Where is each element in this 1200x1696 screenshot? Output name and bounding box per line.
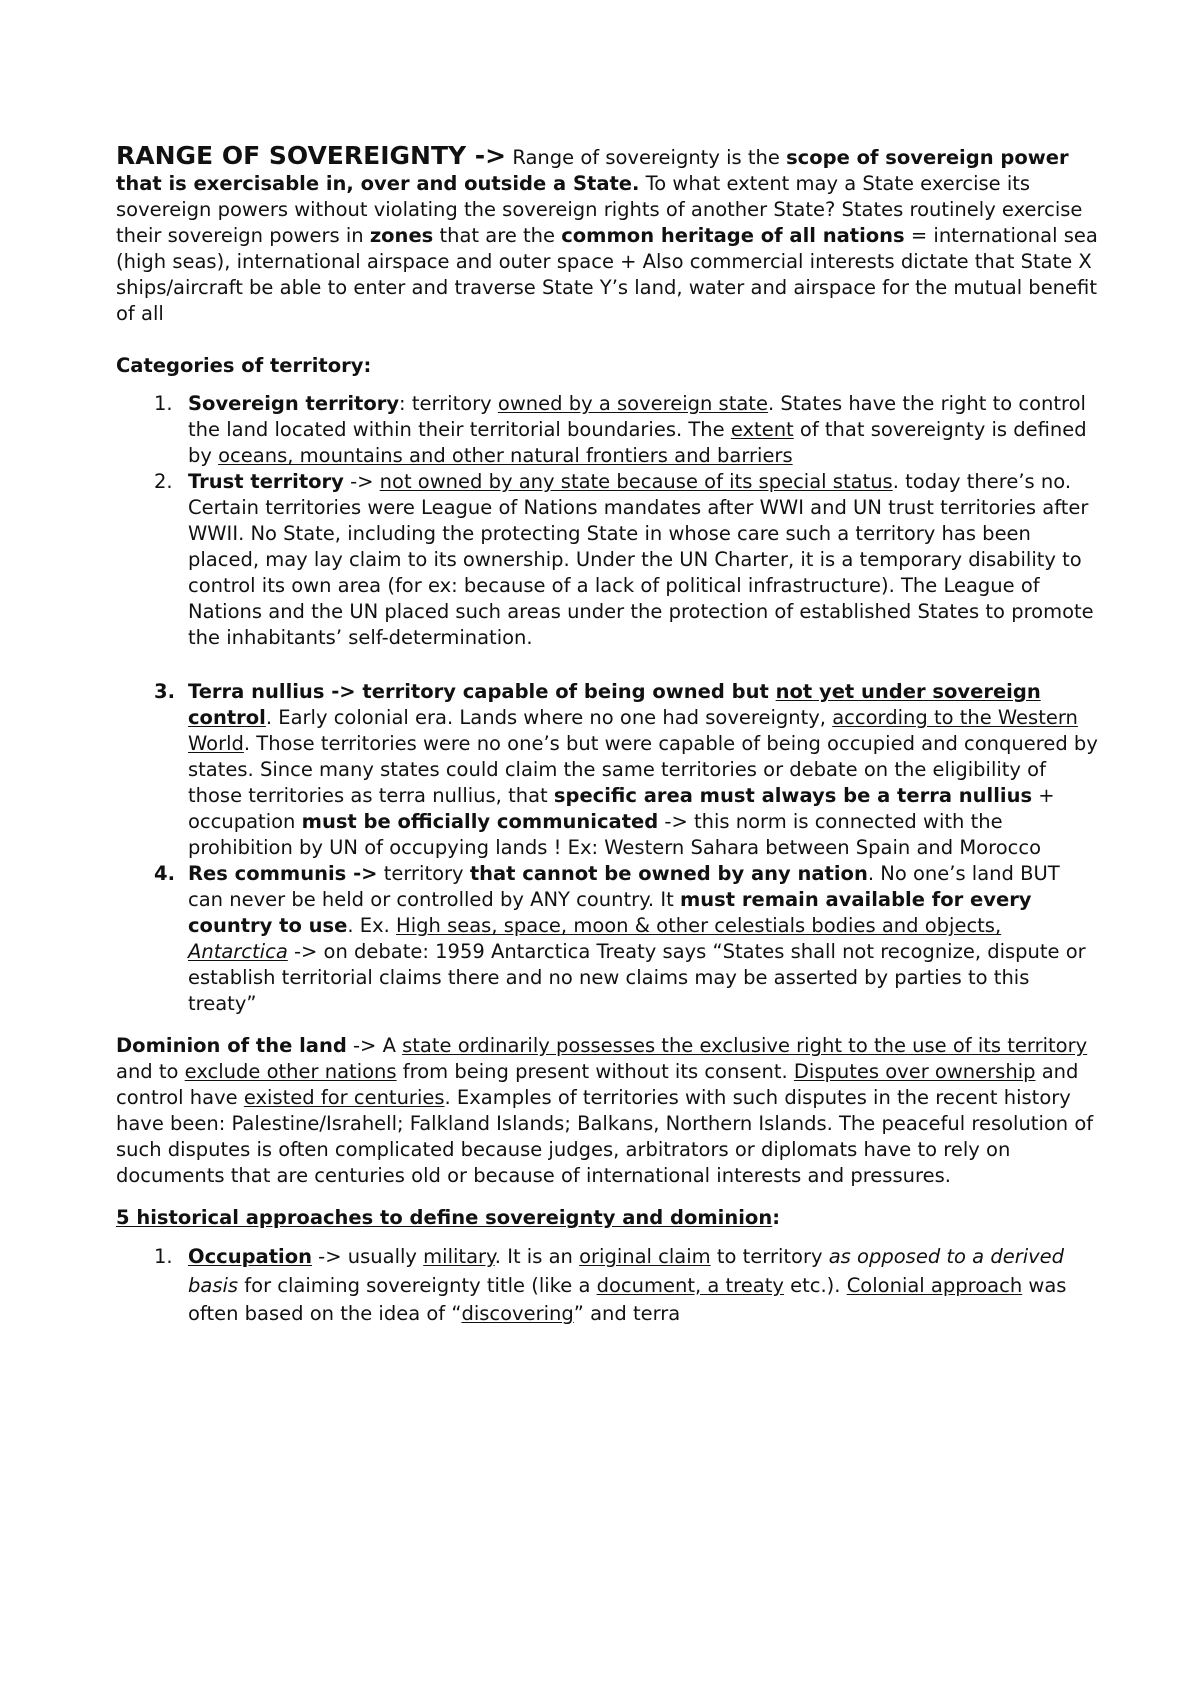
underlined-text: military — [423, 1245, 495, 1268]
underlined-italic-text: Antarctica — [188, 940, 288, 963]
bold-text: scope of sovereign power that is exercisable in, over and outside a State. — [116, 146, 1069, 195]
text: = international sea (high seas), international airspace and outer space + Also commercial interests dictate that State X ships/aircraft be able to enter and traverse State Y’s land, water and airspace for the mutual benefit of all — [116, 224, 1098, 325]
bold-text: zones — [369, 224, 434, 247]
bold-text: Sovereign territory — [188, 392, 400, 415]
underlined-text: exclude other nations — [184, 1060, 397, 1083]
text: that are the — [433, 224, 562, 247]
bold-text: Trust territory — [188, 470, 344, 493]
text: . Those territories were no one’s but were capable of being occupied and conquered by states. Since many states could claim the same territories or debate on the eligibility of those territories as terra nullius, that — [188, 732, 1098, 807]
categories-list — [116, 391, 1100, 1017]
list-item — [116, 391, 1100, 469]
underlined-text: oceans, mountains and other natural frontiers and barriers — [218, 444, 793, 467]
text: to territory — [710, 1245, 829, 1268]
bold-text: must be officially communicated — [301, 810, 659, 833]
text: . It is an — [494, 1245, 580, 1268]
approaches-heading-text: 5 historical approaches to define sovereignty and dominion — [116, 1206, 773, 1229]
text: -> usually — [311, 1245, 424, 1268]
text: and control have — [116, 1060, 1079, 1109]
categories-heading — [116, 353, 1100, 379]
bold-text: common heritage of all nations — [561, 224, 905, 247]
bold-text: specific area must always be a terra nullius — [553, 784, 1033, 807]
spacer — [116, 1017, 1100, 1033]
text: Range of sovereignty is the — [506, 146, 787, 169]
dominion-paragraph — [116, 1033, 1100, 1189]
bold-underlined-text: Occupation — [188, 1245, 312, 1268]
list-item — [116, 469, 1100, 651]
text: ” and terra — [573, 1302, 681, 1325]
text: -> this norm is connected with the prohibition by UN of occupying lands ! Ex: Western Sahara between Spain and Morocco — [188, 810, 1042, 859]
text: of that sovereignty is defined by — [188, 418, 1087, 467]
underlined-text: existed for centuries — [243, 1086, 445, 1109]
underlined-text: Colonial approach — [846, 1273, 1023, 1297]
bold-text: Terra nullius -> territory capable of being owned but — [188, 680, 776, 703]
list-number: 2. — [154, 470, 173, 493]
list-number: 1. — [154, 1245, 173, 1268]
text: . Ex. — [347, 914, 397, 937]
list-number: 3. — [154, 680, 175, 703]
text: from being present without its consent. — [396, 1060, 794, 1083]
text: -> — [343, 470, 380, 493]
underlined-text: original claim — [579, 1245, 711, 1268]
text: . Examples of territories with such disputes in the recent history have been: Palestine/Israhell; Falkland Islands; Balkans, Northern Islands. The peaceful resolution of such disputes is often complicated because judges, arbitrators or diplomats have to rely on documents that are centuries old or because of international interests and pressures. — [116, 1086, 1094, 1187]
underlined-text: document, a treaty — [596, 1273, 784, 1297]
text: -> on debate: 1959 Antarctica Treaty says “States shall not recognize, dispute or establish territorial claims there and no new claims may be asserted by parties to this treaty” — [188, 940, 1086, 1015]
bold-text: Res communis -> — [188, 862, 378, 885]
bold-text: Dominion of the land — [116, 1034, 347, 1057]
spacer — [116, 327, 1100, 353]
text: . Early colonial era. Lands where no one had sovereignty, — [265, 706, 833, 729]
underlined-text: state ordinarily possesses the exclusive right to the use of its territory — [402, 1034, 1088, 1057]
list-item — [116, 679, 1100, 861]
heading-colon: : — [772, 1206, 781, 1229]
italic-text: as opposed to a derived basis — [188, 1245, 1065, 1297]
text: . States have the right to control the land located within their territorial boundaries. The — [188, 392, 1086, 441]
text: + occupation — [188, 784, 1055, 833]
underlined-text: Disputes over ownership — [793, 1060, 1036, 1083]
underlined-text: not owned by any state because of its special status — [379, 470, 893, 493]
range-heading: RANGE OF SOVEREIGNTY -> — [116, 141, 507, 170]
text: etc.). — [783, 1273, 847, 1297]
range-of-sovereignty-paragraph — [116, 143, 1100, 327]
text: territory — [377, 862, 470, 885]
list-item — [116, 861, 1100, 1017]
underlined-text: discovering — [461, 1302, 574, 1325]
text: was often based on the idea of “ — [188, 1273, 1067, 1325]
underlined-text: according to the Western World — [188, 706, 1078, 755]
text: : territory — [399, 392, 498, 415]
text: and to — [116, 1060, 185, 1083]
categories-heading-text: Categories of territory: — [116, 354, 372, 377]
text: -> A — [346, 1034, 403, 1057]
text: . today there’s no. Certain territories were League of Nations mandates after WWI and UN trust territories after WWII. No State, including the protecting State in whose care such a territory has been placed, may lay claim to its ownership. Under the UN Charter, it is a temporary disability to control its own area (for ex: because of a lack of political infrastructure). The League of Nations and the UN placed such areas under the protection of established States to promote the inhabitants’ self-determination. — [188, 470, 1094, 649]
bold-text: that cannot be owned by any nation — [469, 862, 868, 885]
bold-text: must remain available for every country to use — [188, 888, 1032, 937]
text: To what extent may a State exercise its sovereign powers without violating the sovereign rights of another State? States routinely exercise their sovereign powers in — [116, 172, 1083, 247]
text: . No one’s land BUT can never be held or controlled by ANY country. It — [188, 862, 1060, 911]
list-number: 1. — [154, 392, 173, 415]
underlined-text: owned by a sovereign state — [497, 392, 768, 415]
text: for claiming sovereignty title (like a — [238, 1273, 597, 1297]
approaches-list — [116, 1243, 1100, 1329]
underlined-text: extent — [730, 418, 794, 441]
underlined-text: High seas, space, moon & other celestials bodies and objects, — [396, 914, 1002, 937]
bold-underlined-text: not yet under sovereign control — [188, 680, 1041, 729]
spacer — [116, 1189, 1100, 1205]
approaches-heading — [116, 1205, 1100, 1231]
list-number: 4. — [154, 862, 175, 885]
list-item — [116, 1243, 1100, 1329]
